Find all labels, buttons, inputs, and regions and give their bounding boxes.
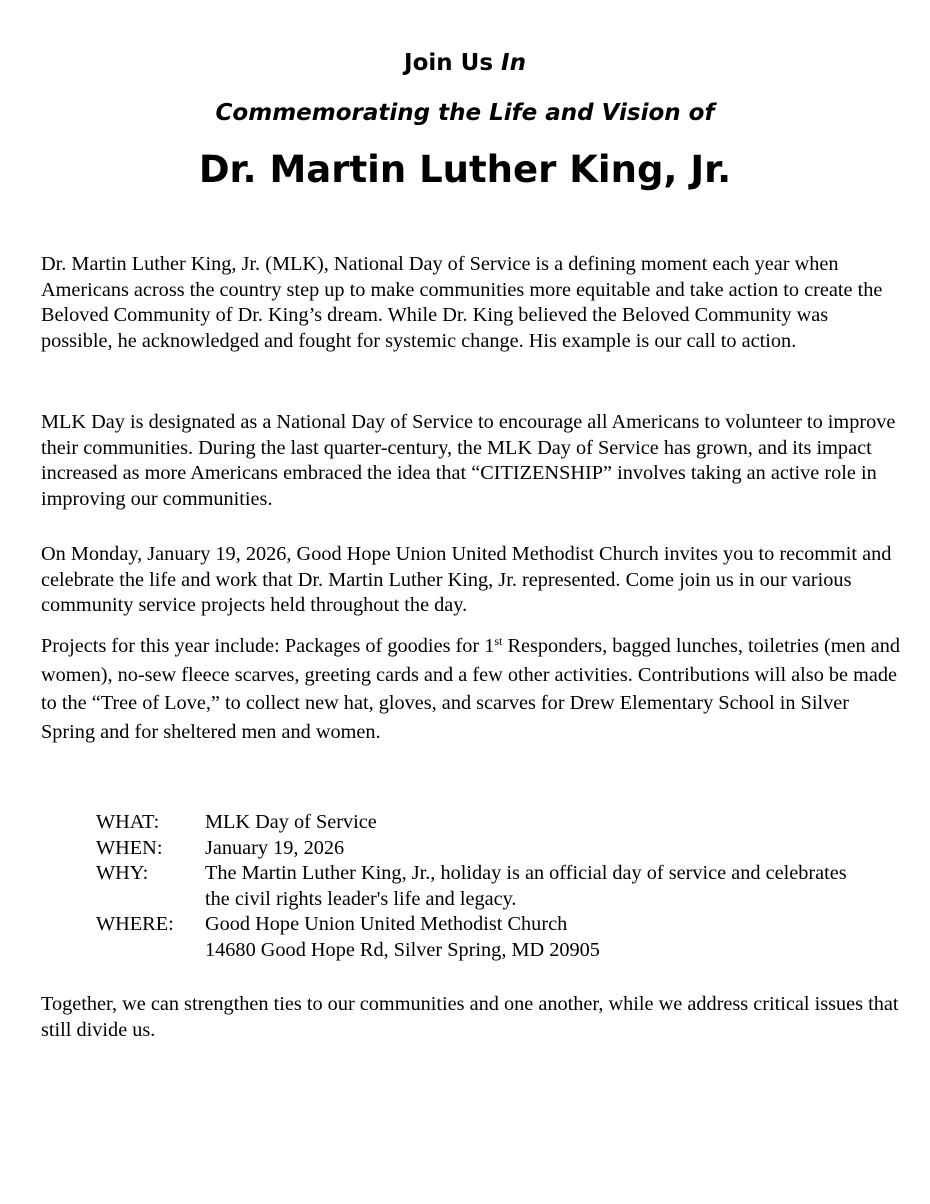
header-commemorating: Commemorating the Life and Vision of	[215, 100, 715, 126]
event-details	[96, 810, 876, 963]
detail-label-where: WHERE:	[96, 913, 174, 935]
paragraph-intro: Dr. Martin Luther King, Jr. (MLK), National Day of Service is a defining moment each year when Americans across the country step up to make communities more equitable and take action to create the Beloved Community of Dr. King’s dream. While Dr. King believed the Beloved Community was possible, he acknowledged and fought for systemic change. His example is our call to action.	[41, 253, 883, 352]
detail-label-what: WHAT:	[96, 811, 160, 833]
detail-row-where	[96, 912, 876, 963]
detail-row-what	[96, 810, 876, 836]
paragraph-closing: Together, we can strengthen ties to our communities and one another, while we address critical issues that still divide us.	[41, 993, 899, 1041]
detail-label-why: WHY:	[96, 862, 149, 884]
detail-value-what: MLK Day of Service	[205, 811, 377, 833]
projects-text-end: Responders, bagged lunches, toiletries (men and women), no-sew fleece scarves, greeting cards and a few other activities. Contributions will also be made to the “Tree of Love,” to collect new hat, gloves, and scarves for Drew Elementary School in Silver Spring and for sheltered men and women.	[41, 635, 901, 743]
projects-text-start: Projects for this year include: Packages of goodies for 1	[41, 635, 495, 657]
detail-value-why: The Martin Luther King, Jr., holiday is an official day of service and celebrates the civil rights leader's life and legacy.	[205, 862, 847, 910]
paragraph-national-day: MLK Day is designated as a National Day of Service to encourage all Americans to volunteer to improve their communities. During the last quarter-century, the MLK Day of Service has grown, and its impact increased as more Americans embraced the idea that “CITIZENSHIP” involves taking an active role in improving our communities.	[41, 411, 896, 510]
header-join-us-italic: In	[501, 50, 526, 76]
header-join-us	[0, 50, 930, 76]
detail-value-where-line1: Good Hope Union United Methodist Church	[205, 913, 568, 935]
detail-row-why	[96, 861, 876, 912]
detail-value-where	[205, 912, 876, 963]
paragraph-invitation: On Monday, January 19, 2026, Good Hope Union United Methodist Church invites you to recommit and celebrate the life and work that Dr. Martin Luther King, Jr. represented. Come join us in our various community service projects held throughout the day.	[41, 543, 892, 616]
header-join-us-plain: Join Us	[404, 50, 502, 76]
detail-value-where-line2: 14680 Good Hope Rd, Silver Spring, MD 20905	[205, 938, 600, 961]
detail-value-when: January 19, 2026	[205, 836, 345, 859]
detail-label-when: WHEN:	[96, 836, 163, 859]
page-title: Dr. Martin Luther King, Jr.	[198, 148, 732, 191]
projects-superscript: st	[494, 634, 503, 648]
detail-row-when	[96, 836, 876, 862]
paragraph-projects	[41, 632, 901, 746]
